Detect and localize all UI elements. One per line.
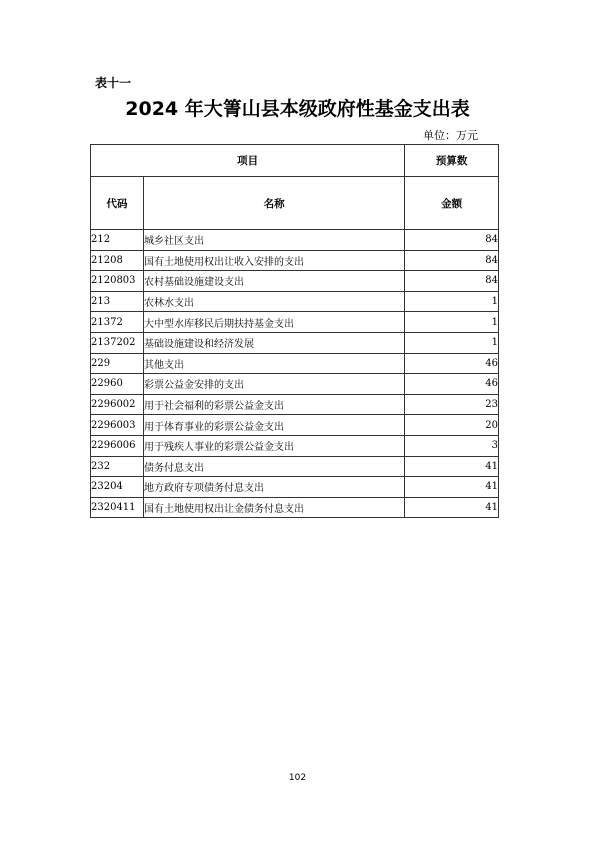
table-row xyxy=(91,415,499,436)
row-amount: 46 xyxy=(405,374,499,395)
header-row-sub xyxy=(91,177,499,230)
row-amount: 1 xyxy=(405,291,499,312)
row-code: 2296002 xyxy=(91,394,144,415)
row-code: 21208 xyxy=(91,250,144,271)
row-name: 其他支出 xyxy=(143,353,404,374)
table-row xyxy=(91,477,499,498)
header-row-top xyxy=(91,145,499,177)
header-item: 项目 xyxy=(91,145,405,177)
row-amount: 1 xyxy=(405,312,499,333)
table-row xyxy=(91,394,499,415)
header-budget: 预算数 xyxy=(405,145,499,177)
row-amount: 41 xyxy=(405,497,499,518)
table-row xyxy=(91,230,499,251)
table-row xyxy=(91,250,499,271)
row-amount: 84 xyxy=(405,271,499,292)
table-body xyxy=(91,230,499,518)
row-name: 用于社会福利的彩票公益金支出 xyxy=(143,394,404,415)
row-name: 用于残疾人事业的彩票公益金支出 xyxy=(143,435,404,456)
row-code: 2120803 xyxy=(91,271,144,292)
row-code: 2296006 xyxy=(91,435,144,456)
table-row xyxy=(91,291,499,312)
row-name: 基础设施建设和经济发展 xyxy=(143,332,404,353)
table-number: 表十一 xyxy=(95,76,132,90)
table-row xyxy=(91,353,499,374)
row-name: 农林水支出 xyxy=(143,291,404,312)
row-amount: 84 xyxy=(405,250,499,271)
row-name: 地方政府专项债务付息支出 xyxy=(143,477,404,498)
page-title: 2024 年大箐山县本级政府性基金支出表 xyxy=(125,98,470,120)
row-name: 债务付息支出 xyxy=(143,456,404,477)
row-name: 大中型水库移民后期扶持基金支出 xyxy=(143,312,404,333)
row-name: 用于体育事业的彩票公益金支出 xyxy=(143,415,404,436)
row-code: 2320411 xyxy=(91,497,144,518)
row-amount: 3 xyxy=(405,435,499,456)
table-row xyxy=(91,312,499,333)
row-name: 彩票公益金安排的支出 xyxy=(143,374,404,395)
row-code: 212 xyxy=(91,230,144,251)
row-code: 21372 xyxy=(91,312,144,333)
row-amount: 41 xyxy=(405,477,499,498)
table-row xyxy=(91,456,499,477)
row-amount: 84 xyxy=(405,230,499,251)
header-amount: 金额 xyxy=(405,177,499,230)
row-code: 2296003 xyxy=(91,415,144,436)
row-amount: 1 xyxy=(405,332,499,353)
row-amount: 41 xyxy=(405,456,499,477)
row-amount: 23 xyxy=(405,394,499,415)
row-amount: 46 xyxy=(405,353,499,374)
table-row xyxy=(91,271,499,292)
row-code: 22960 xyxy=(91,374,144,395)
row-amount: 20 xyxy=(405,415,499,436)
row-name: 城乡社区支出 xyxy=(143,230,404,251)
row-code: 23204 xyxy=(91,477,144,498)
unit-label: 单位：万元 xyxy=(423,129,478,142)
row-name: 国有土地使用权出让收入安排的支出 xyxy=(143,250,404,271)
table-row xyxy=(91,332,499,353)
row-name: 农村基础设施建设支出 xyxy=(143,271,404,292)
page-number: 102 xyxy=(288,773,307,783)
table-row xyxy=(91,497,499,518)
row-code: 2137202 xyxy=(91,332,144,353)
header-name: 名称 xyxy=(143,177,404,230)
table-row xyxy=(91,435,499,456)
budget-table xyxy=(90,144,499,518)
header-code: 代码 xyxy=(91,177,144,230)
row-name: 国有土地使用权出让金债务付息支出 xyxy=(143,497,404,518)
table-row xyxy=(91,374,499,395)
row-code: 213 xyxy=(91,291,144,312)
row-code: 232 xyxy=(91,456,144,477)
row-code: 229 xyxy=(91,353,144,374)
